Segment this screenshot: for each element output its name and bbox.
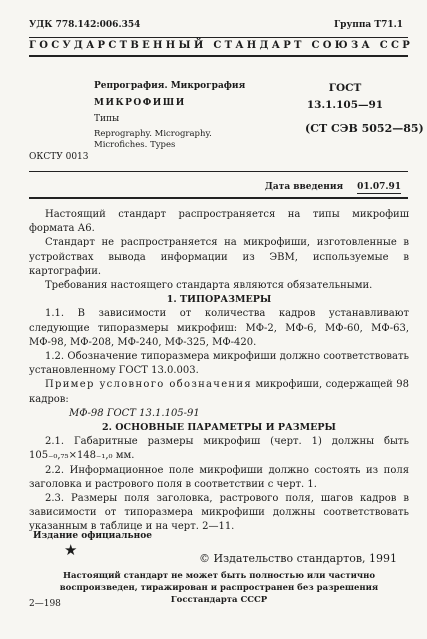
section-1-heading: 1. ТИПОРАЗМЕРЫ <box>166 294 272 306</box>
subject-title: МИКРОФИШИ <box>94 98 186 108</box>
document-body <box>29 208 409 535</box>
section-1-paragraph-2: 1.2. Обозначение типоразмера микрофиши должно соответствовать установленному ГОСТ 13.0.003. <box>29 351 409 377</box>
intro-paragraph-3: Требования настоящего стандарта являются обязательными. <box>45 280 373 292</box>
example-designation: МФ-98 ГОСТ 13.1.105-91 <box>69 407 200 419</box>
category-line: Репрография. Микрография <box>94 81 246 91</box>
gost-designation <box>305 80 424 137</box>
effective-date <box>265 182 401 192</box>
section-1-paragraph-3 <box>29 378 409 406</box>
state-standard-title: ГОСУДАРСТВЕННЫЙ СТАНДАРТ СОЮЗА ССР <box>29 40 414 51</box>
section-2-heading: 2. ОСНОВНЫЕ ПАРАМЕТРЫ И РАЗМЕРЫ <box>102 422 336 434</box>
star-icon: ★ <box>64 541 78 559</box>
example-description: микрофиши, содержащей 98 кадров: <box>29 379 409 405</box>
reproduction-notice: Настоящий стандарт не может быть полностью или частично воспроизведен, тиражирован и распространен без разрешения Госстандарта СССР <box>59 571 379 605</box>
intro-paragraph-2: Стандарт не распространяется на микрофиши, изготовленные в устройствах вывода информации из ЭВМ, используемые в картографии. <box>29 237 409 277</box>
gost-number: 13.1.105—91 <box>306 99 384 111</box>
section-1-paragraph-1: 1.1. В зависимости от количества кадров устанавливают следующие типоразмеры микрофиш: МФ-2, МФ-6, МФ-60, МФ-63, МФ-98, МФ-208, МФ-240, МФ-325, МФ-420. <box>29 308 409 348</box>
date-value: 01.07.91 <box>357 182 401 192</box>
page-number: 2—198 <box>29 599 61 609</box>
section-2-paragraph-3: 2.3. Размеры поля заголовка, растрового поля, шагов кадров в зависимости от типоразмера микрофиши должны соответствовать указанным в таблице и на черт. 2—11. <box>29 493 409 533</box>
okstu-rule <box>29 171 408 172</box>
okstu-code: ОКСТУ 0013 <box>29 152 89 162</box>
group-code: Группа Т71.1 <box>333 20 403 30</box>
cmea-number: (СТ СЭВ 5052—85) <box>305 122 424 135</box>
date-rule <box>29 197 408 199</box>
udk-code: УДК 778.142:006.354 <box>29 20 141 30</box>
header-rule <box>29 55 408 57</box>
example-label: Пример условного обозначения <box>45 379 252 391</box>
english-title-2: Microfiches. Types <box>94 140 176 150</box>
top-rule <box>29 37 408 38</box>
english-title-1: Reprography. Micrography. <box>94 129 212 139</box>
section-2-paragraph-2: 2.2. Информационное поле микрофиши должно состоять из поля заголовка и растрового поля в соответствии с черт. 1. <box>29 464 409 490</box>
date-label: Дата введения <box>264 182 344 192</box>
gost-label: ГОСТ <box>328 82 362 94</box>
subtitle: Типы <box>94 114 120 124</box>
section-2-paragraph-1: 2.1. Габаритные размеры микрофиш (черт. 1) должны быть 105₋₀,₇₅×148₋₁,₀ мм. <box>29 436 409 462</box>
official-edition-label: Издание официальное <box>33 531 152 541</box>
copyright-line: © Издательство стандартов, 1991 <box>199 552 397 565</box>
intro-paragraph-1: Настоящий стандарт распространяется на типы микрофиш формата А6. <box>29 209 409 235</box>
title-block <box>94 79 245 151</box>
